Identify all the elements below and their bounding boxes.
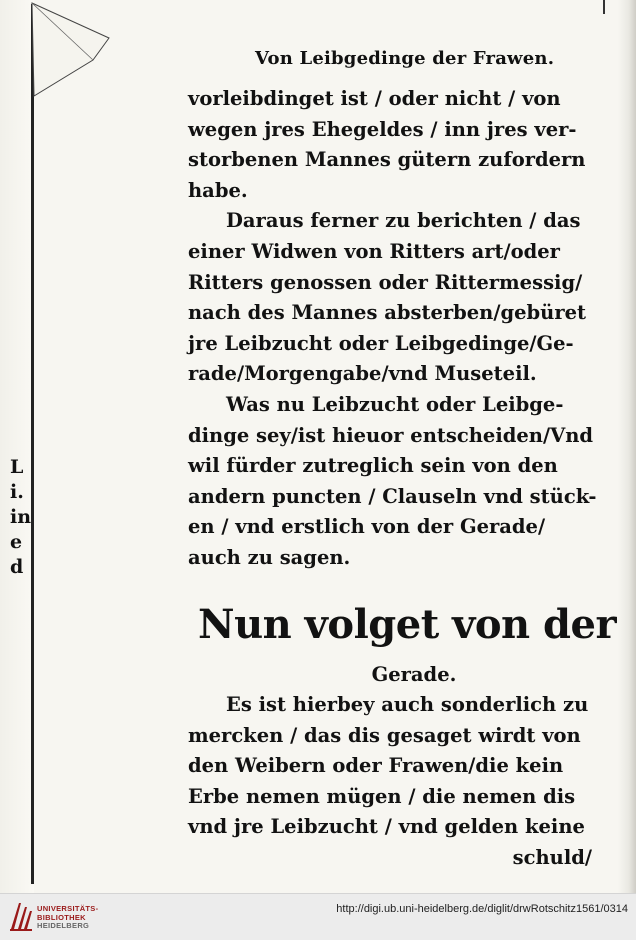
library-name-line: BIBLIOTHEK [37, 912, 86, 922]
text-line: rade/Morgengabe/vnd Museteil. [188, 362, 537, 386]
running-head: Von Leibgedinge der Frawen. [255, 48, 555, 69]
section-heading: Nun volget von der [198, 600, 617, 648]
section-subheading: Gerade. [371, 662, 457, 686]
text-line: Erbe nemen mügen / die nemen dis [188, 784, 576, 808]
margin-fragment: L i. in e d [10, 456, 32, 578]
text-line: andern puncten / Clauseln vnd stück- [188, 484, 597, 508]
text-line: vorleibdinget ist / oder nicht / von [188, 87, 561, 110]
text-line: einer Widwen von Ritters art/oder [188, 239, 560, 263]
text-line: Es ist hierbey auch sonderlich zu [226, 693, 589, 717]
folded-corner-icon [31, 0, 111, 100]
page-edge-shadow [618, 0, 636, 893]
text-line: Was nu Leibzucht oder Leibge- [226, 392, 564, 416]
catchword: schuld/ [512, 846, 592, 870]
library-name-line: UNIVERSITÄTS- [37, 904, 99, 913]
page-edge-mark [603, 0, 605, 14]
library-name [37, 905, 98, 931]
text-line: Daraus ferner zu berichten / das [226, 209, 581, 233]
library-name-line: HEIDELBERG [37, 921, 90, 930]
library-logo-icon [7, 899, 35, 933]
text-line: wil fürder zutreglich sein von den [188, 454, 558, 478]
text-line: den Weibern oder Frawen/die kein [188, 754, 564, 778]
binding-edge [31, 4, 34, 884]
text-block [188, 84, 617, 874]
text-line: auch zu sagen. [188, 545, 351, 569]
text-line: dinge sey/ist hieuor entscheiden/Vnd [188, 423, 594, 447]
text-line: mercken / das dis gesaget wirdt von [188, 723, 581, 747]
text-line: habe. [188, 178, 248, 202]
page-gutter [0, 0, 34, 893]
text-line: jre Leibzucht oder Leibgedinge/Ge- [188, 331, 574, 355]
text-line: en / vnd erstlich von der Gerade/ [188, 515, 546, 539]
text-line: Ritters genossen oder Rittermessig/ [188, 270, 583, 294]
text-line: wegen jres Ehegeldes / inn jres ver- [188, 117, 577, 141]
source-url-link[interactable]: http://digi.ub.uni-heidelberg.de/diglit/drwRotschitz1561/0314 [336, 903, 628, 915]
text-line: nach des Mannes absterben/gebüret [188, 301, 587, 325]
text-line: vnd jre Leibzucht / vnd gelden keine [188, 815, 585, 839]
text-line: storbenen Mannes gütern zufordern [188, 148, 586, 172]
